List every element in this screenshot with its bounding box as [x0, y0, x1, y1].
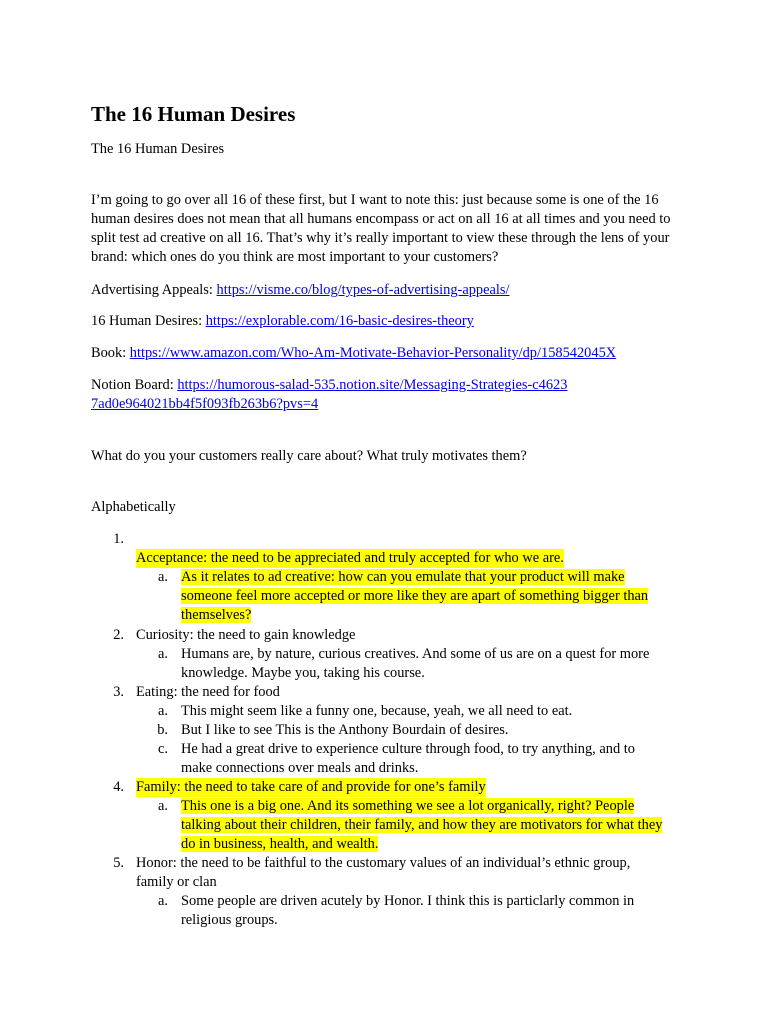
list-item-text: Acceptance: the need to be appreciated and truly accepted for who we are.: [136, 550, 564, 566]
list-item-text: Family: the need to take care of and provide for one’s family: [136, 779, 486, 795]
human-desires-link[interactable]: https://explorable.com/16-basic-desires-theory: [205, 313, 474, 329]
link-label: 16 Human Desires:: [91, 313, 206, 329]
link-label: Notion Board:: [91, 377, 178, 393]
alphabetically-heading: Alphabetically: [91, 499, 176, 515]
notion-board-line: [91, 376, 571, 414]
list-number: 5.: [113, 855, 124, 871]
human-desires-line: [91, 312, 691, 331]
sub-list-marker: a.: [158, 569, 168, 585]
advertising-appeals-line: [91, 281, 691, 300]
sub-list-marker: a.: [158, 703, 168, 719]
sub-list-marker: b.: [157, 722, 168, 738]
document-subtitle: The 16 Human Desires: [91, 141, 225, 157]
sub-list-marker: a.: [158, 646, 168, 662]
list-item-text: Curiosity: the need to gain knowledge: [136, 627, 356, 643]
advertising-appeals-link[interactable]: https://visme.co/blog/types-of-advertising-appeals/: [216, 282, 510, 298]
sub-list-item-text: This one is a big one. And its something we see a lot organically, right? People talking about their children, their family, and how they are motivators for what they do in business, health, and wealth.: [181, 798, 663, 852]
sub-list-marker: c.: [158, 741, 168, 757]
document-title: The 16 Human Desires: [91, 102, 296, 126]
list-number: 3.: [113, 684, 124, 700]
list-number: 2.: [113, 627, 124, 643]
book-link[interactable]: https://www.amazon.com/Who-Am-Motivate-Behavior-Personality/dp/158542045X: [129, 345, 617, 361]
intro-paragraph: I’m going to go over all 16 of these first, but I want to note this: just because some is one of the 16 human desires does not mean that all humans encompass or act on all 16 at all times and you need to split test ad creative on all 16. That’s why it’s really important to view these through the lens of your brand: which ones do you think are most important to your customers?: [91, 192, 671, 265]
sub-list-item: This might seem like a funny one, because, yeah, we all need to eat.: [181, 703, 573, 719]
sub-list-item: Some people are driven acutely by Honor. I think this is particlarly common in religious groups.: [181, 893, 635, 928]
link-label: Advertising Appeals:: [91, 282, 217, 298]
book-line: [91, 344, 711, 363]
list-number: 4.: [113, 779, 124, 795]
notion-board-link[interactable]: https://humorous-salad-535.notion.site/Messaging-Strategies-c46237ad0e964021bb4f5f093fb263b6?pvs=4: [91, 377, 568, 412]
link-label: Book:: [91, 345, 130, 361]
sub-list-item: Humans are, by nature, curious creatives. And some of us are on a quest for more knowledge. Maybe you, taking his course.: [181, 646, 650, 681]
sub-list-item: [181, 568, 676, 625]
sub-list-item: [181, 797, 671, 854]
sub-list-item-text: As it relates to ad creative: how can you emulate that your product will make someone feel more accepted or more like they are apart of something bigger than themselves?: [181, 569, 649, 623]
list-item-text: Honor: the need to be faithful to the customary values of an individual’s ethnic group, family or clan: [136, 855, 631, 890]
sub-list-marker: a.: [158, 798, 168, 814]
question-paragraph: What do you your customers really care about? What truly motivates them?: [91, 448, 527, 464]
list-item-text: Eating: the need for food: [136, 684, 280, 700]
sub-list-item: He had a great drive to experience culture through food, to try anything, and to make connections over meals and drinks.: [181, 741, 635, 776]
list-number: 1.: [113, 531, 124, 547]
sub-list-marker: a.: [158, 893, 168, 909]
sub-list-item: But I like to see This is the Anthony Bourdain of desires.: [181, 722, 509, 738]
